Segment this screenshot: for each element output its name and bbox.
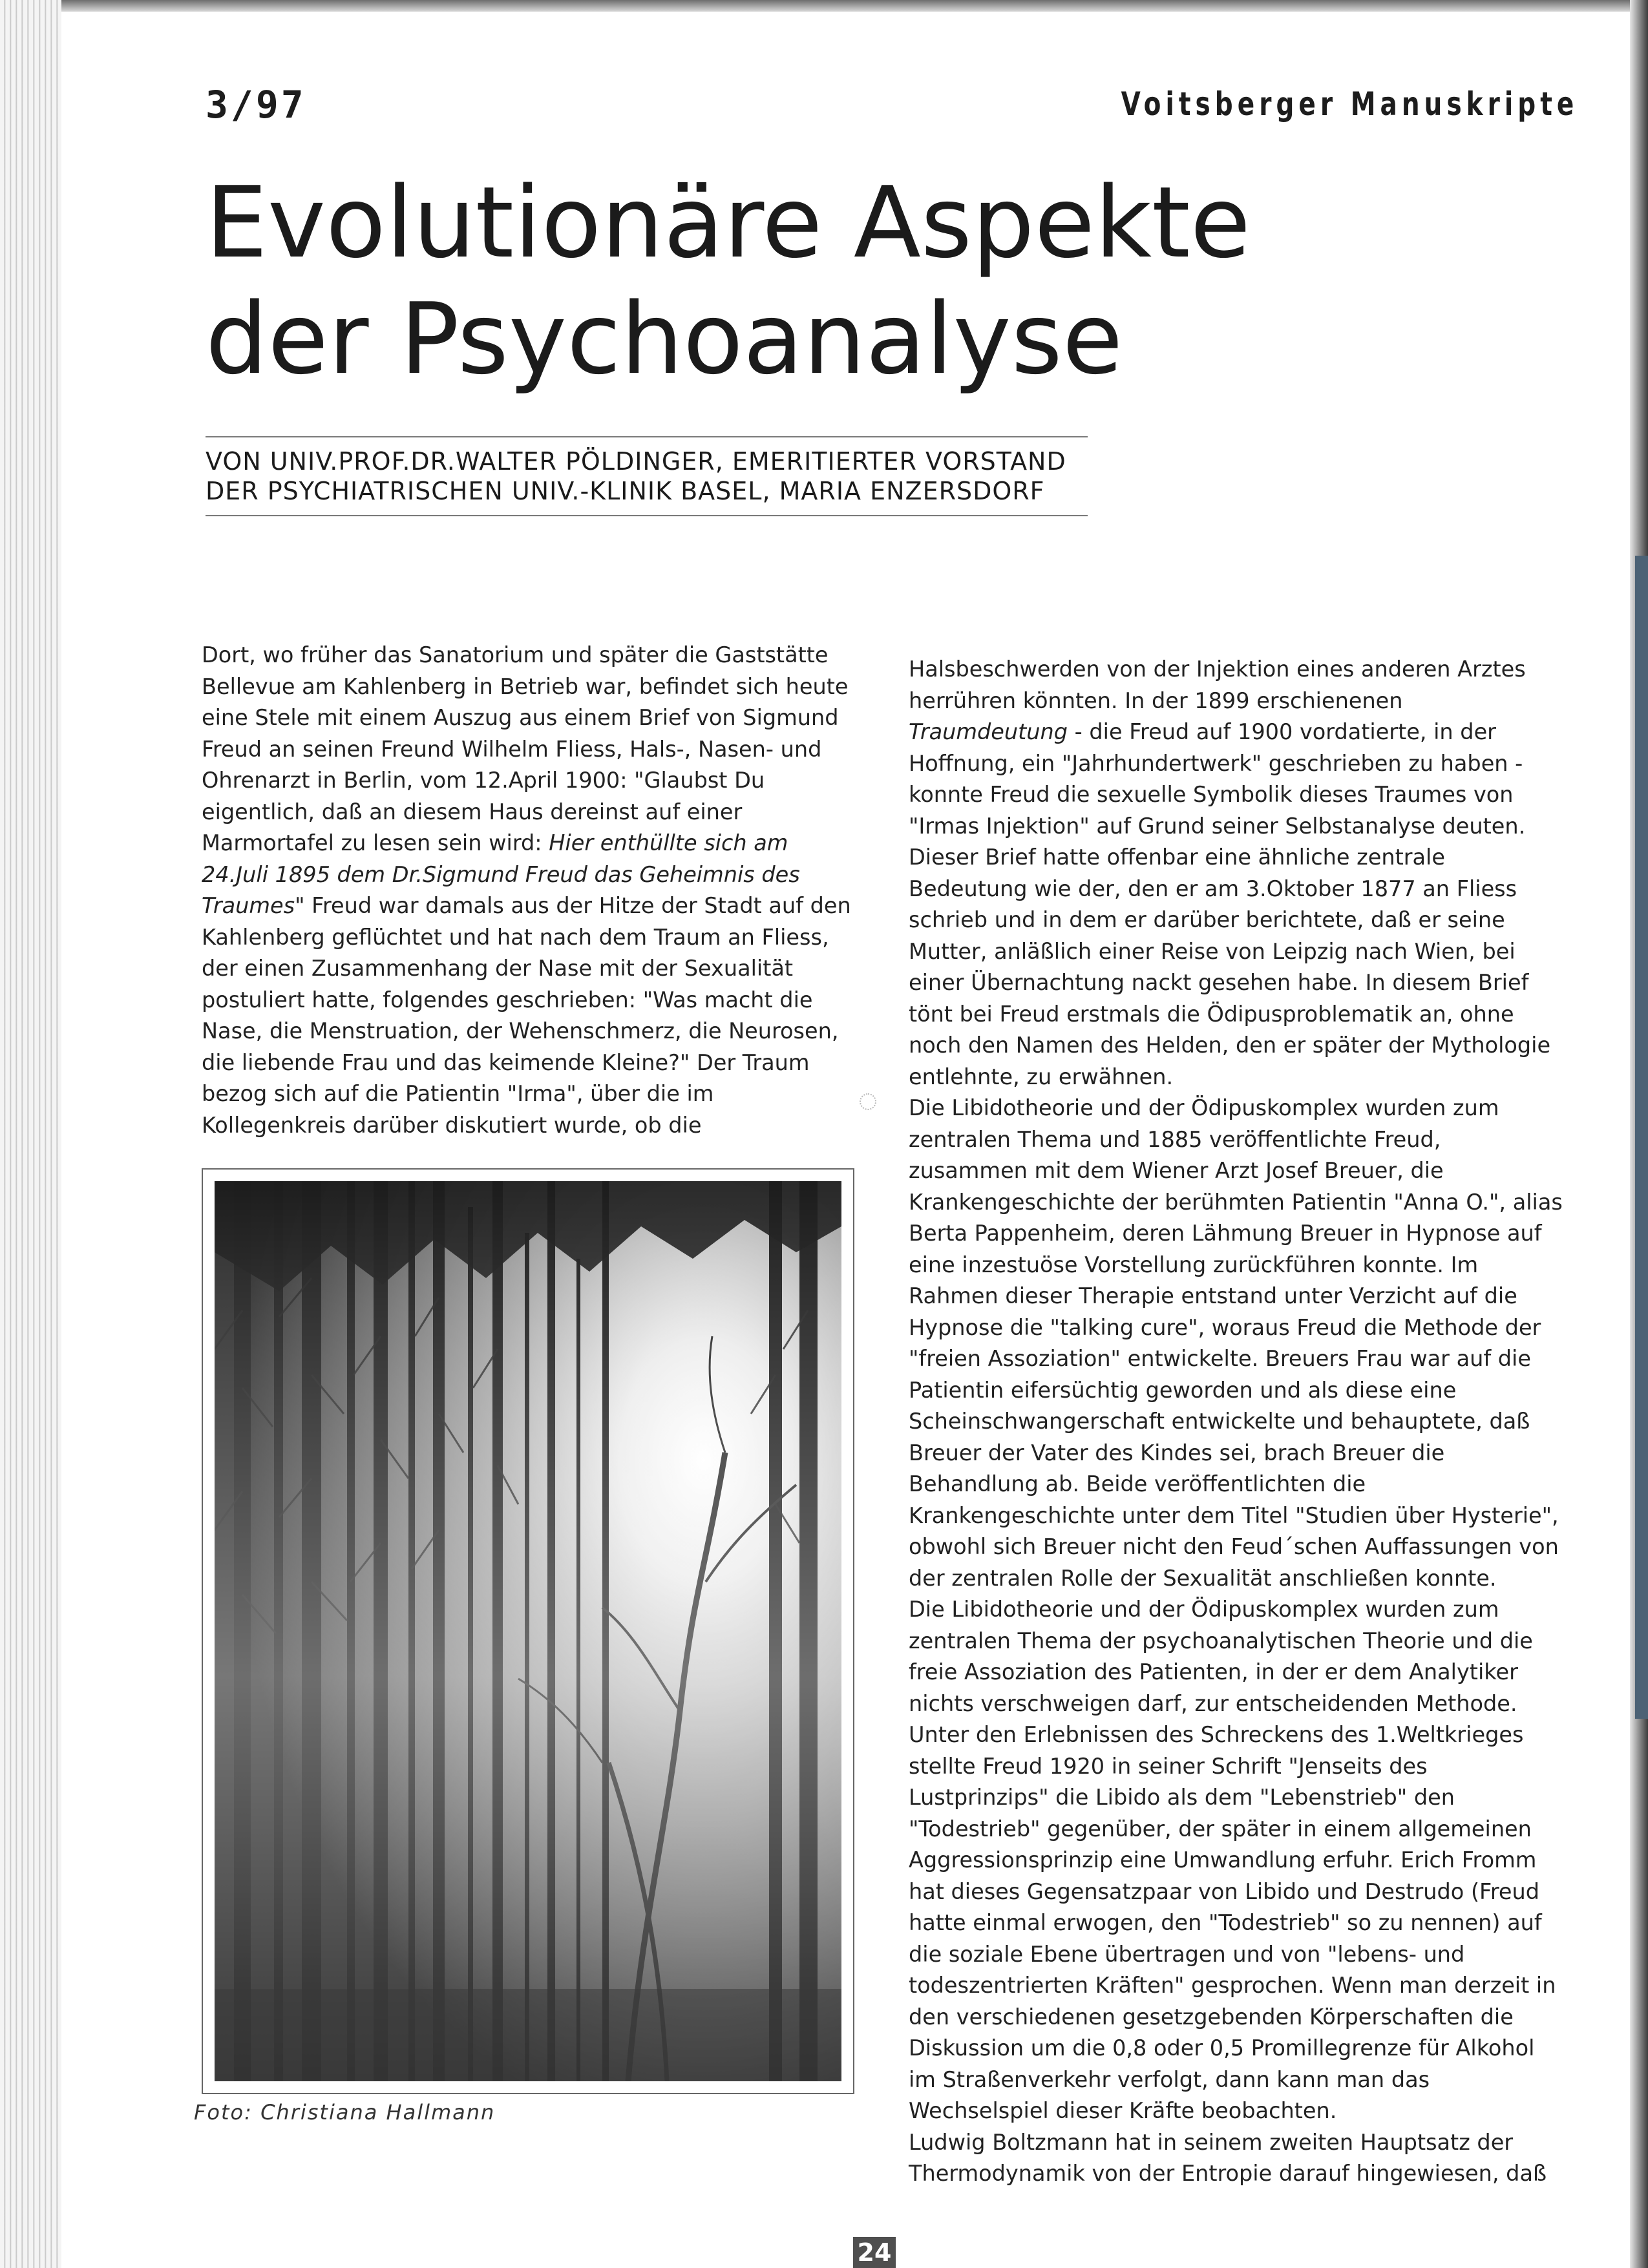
article-title: [206, 165, 1369, 397]
byline-box: [206, 436, 1088, 516]
paragraph-text: Halsbeschwerden von der Injektion eines anderen Arztes herrühren könnten. In der 1899 erschienenen: [909, 656, 1526, 713]
byline-line-2: DER PSYCHIATRISCHEN UNIV.-KLINIK BASEL, MARIA ENZERSDORF: [206, 477, 1045, 505]
journal-name: Voitsberger Manuskripte: [1121, 85, 1578, 123]
photo-frame: [202, 1168, 854, 2094]
scan-edge-left: [0, 0, 61, 2268]
page-number: 24: [853, 2237, 896, 2268]
paragraph: [909, 654, 1565, 1093]
article-title-line-2: der Psychoanalyse: [206, 282, 1123, 396]
quote-italic: Hier enthüllte sich am 24.Juli 1895 dem Dr.Sigmund Freud das Geheimnis des Traumes: [202, 830, 800, 918]
paragraph: [202, 640, 854, 1141]
paragraph-text: - die Freud auf 1900 vordatierte, in der Hoffnung, ein "Jahrhundertwerk" geschrieben zu haben - konnte Freud die sexuelle Symbolik dieses Traumes von "Irmas Injektion" auf Grund seiner Selbstanalyse deuten. Dieser Brief hatte offenbar eine ähnliche zentrale Bedeutung wie der, den er am 3.Oktober 1877 an Fliess schrieb und in dem er darüber berichtete, daß er seine Mutter, anläßlich einer Reise von Leipzig nach Wien, bei einer Übernachtung nackt gesehen habe. In diesem Brief tönt bei Freud erstmals die Ödipusproblematik an, ohne noch den Namen des Helden, den er später der Mythologie entlehnte, zu erwähnen.: [909, 719, 1551, 1089]
text-column-left: [202, 640, 854, 1141]
paragraph-text: " Freud war damals aus der Hitze der Stadt auf den Kahlenberg geflüchtet und hat nach dem Traum an Fliess, der einen Zusammenhang der Nase mit der Sexualität postuliert hatte, folgendes geschrieben: "Was macht die Nase, die Menstruation, der Wehenschmerz, die Neurosen, die liebende Frau und das keimende Kleine?" Der Traum bezog sich auf die Patientin "Irma", über die im Kollegenkreis darüber diskutiert wurde, ob die: [202, 893, 851, 1138]
photo-caption: Foto: Christiana Hallmann: [194, 2100, 496, 2125]
paragraph-text: Dort, wo früher das Sanatorium und später die Gaststätte Bellevue am Kahlenberg in Betrieb war, befindet sich heute eine Stele mit einem Auszug aus einem Brief von Sigmund Freud an seinen Freund Wilhelm Fliess, Hals-, Nasen- und Ohrenarzt in Berlin, vom 12.April 1900: "Glaubst Du eigentlich, daß an diesem Haus dereinst auf einer Marmortafel zu lesen sein wird:: [202, 642, 849, 856]
paragraph: Ludwig Boltzmann hat in seinem zweiten Hauptsatz der Thermodynamik von der Entropie darauf hingewiesen, daß: [909, 2129, 1547, 2186]
article-title-line-1: Evolutionäre Aspekte: [206, 165, 1251, 280]
forest-photo: [215, 1181, 841, 2081]
scan-edge-top: [0, 0, 1648, 12]
byline: [206, 446, 1088, 506]
scan-edge-right-strip: [1635, 556, 1648, 1719]
book-title-italic: Traumdeutung: [909, 719, 1068, 744]
text-column-right: [909, 654, 1565, 2190]
paragraph: Die Libidotheorie und der Ödipuskomplex wurden zum zentralen Thema und 1885 veröffentlichte Freud, zusammen mit dem Wiener Arzt Josef Breuer, die Krankengeschichte der berühmten Patientin "Anna O.", alias Berta Pappenheim, deren Lähmung Breuer in Hypnose auf eine inzestuöse Vorstellung zurückführen konnte. Im Rahmen dieser Therapie entstand unter Verzicht auf die Hypnose die "talking cure", woraus Freud die Methode der "freien Assoziation" entwickelte. Breuers Frau war auf die Patientin eifersüchtig geworden und als diese eine Scheinschwangerschaft entwickelte und behauptete, daß Breuer der Vater des Kindes sei, brach Breuer die Behandlung ab. Beide veröffentlichten die Krankengeschichte unter dem Titel "Studien über Hysterie", obwohl sich Breuer nicht den Feud´schen Auffassungen von der zentralen Rolle der Sexualität anschließen konnte.: [909, 1095, 1563, 1591]
byline-line-1: VON UNIV.PROF.DR.WALTER PÖLDINGER, EMERITIERTER VORSTAND: [206, 447, 1066, 476]
scan-speck: [860, 1093, 876, 1110]
paragraph: Die Libidotheorie und der Ödipuskomplex wurden zum zentralen Thema der psychoanalytischen Theorie und die freie Assoziation des Patienten, in der er dem Analytiker nichts verschweigen darf, zur entscheidenden Methode. Unter den Erlebnissen des Schreckens des 1.Weltkrieges stellte Freud 1920 in seiner Schrift "Jenseits des Lustprinzips" die Libido als dem "Lebenstrieb" den "Todestrieb" gegenüber, der später in einem allgemeinen Aggressionsprinzip eine Umwandlung erfuhr. Erich Fromm hat dieses Gegensatzpaar von Libido und Destrudo (Freud hatte einmal erwogen, den "Todestrieb" so zu nennen) auf die soziale Ebene übertragen und von "lebens- und todeszentrierten Kräften" gesprochen. Wenn man derzeit in den verschiedenen gesetzgebenden Körperschaften die Diskussion um die 0,8 oder 0,5 Promillegrenze für Alkohol im Straßenverkehr verfolgt, dann kann man das Wechselspiel dieser Kräfte beobachten.: [909, 1597, 1556, 2123]
issue-number: 3/97: [206, 83, 306, 127]
